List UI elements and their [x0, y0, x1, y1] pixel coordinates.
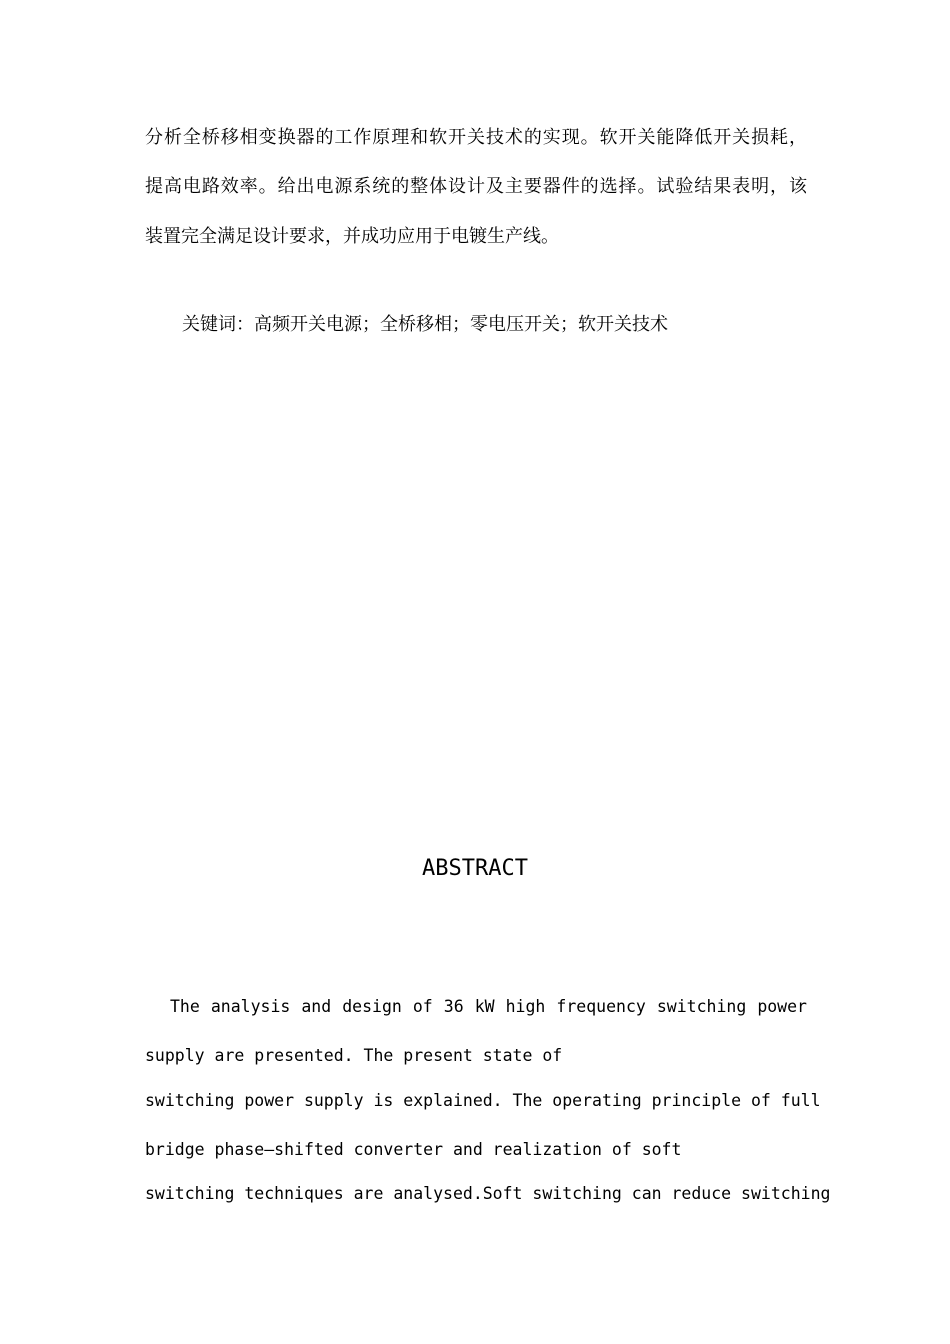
english-abstract-line-4: bridge phase—shifted converter and realization of soft: [145, 1140, 682, 1159]
abstract-heading: ABSTRACT: [422, 856, 528, 881]
english-abstract-line-2: supply are presented. The present state of: [145, 1046, 563, 1065]
english-abstract-line-5: switching techniques are analysed.Soft switching can reduce switching: [145, 1184, 831, 1203]
english-abstract-line-1: The analysis and design of 36 kW high frequency switching power: [170, 997, 807, 1016]
english-abstract-line-3: switching power supply is explained. The operating principle of full: [145, 1091, 821, 1110]
chinese-abstract-line-2: 提高电路效率。给出电源系统的整体设计及主要器件的选择。试验结果表明，该: [145, 176, 807, 197]
chinese-abstract-line-1: 分析全桥移相变换器的工作原理和软开关技术的实现。软开关能降低开关损耗，: [145, 127, 807, 148]
chinese-abstract-line-3: 装置完全满足设计要求，并成功应用于电镀生产线。: [145, 226, 559, 247]
chinese-keywords: 关键词：高频开关电源；全桥移相；零电压开关；软开关技术: [182, 314, 668, 335]
